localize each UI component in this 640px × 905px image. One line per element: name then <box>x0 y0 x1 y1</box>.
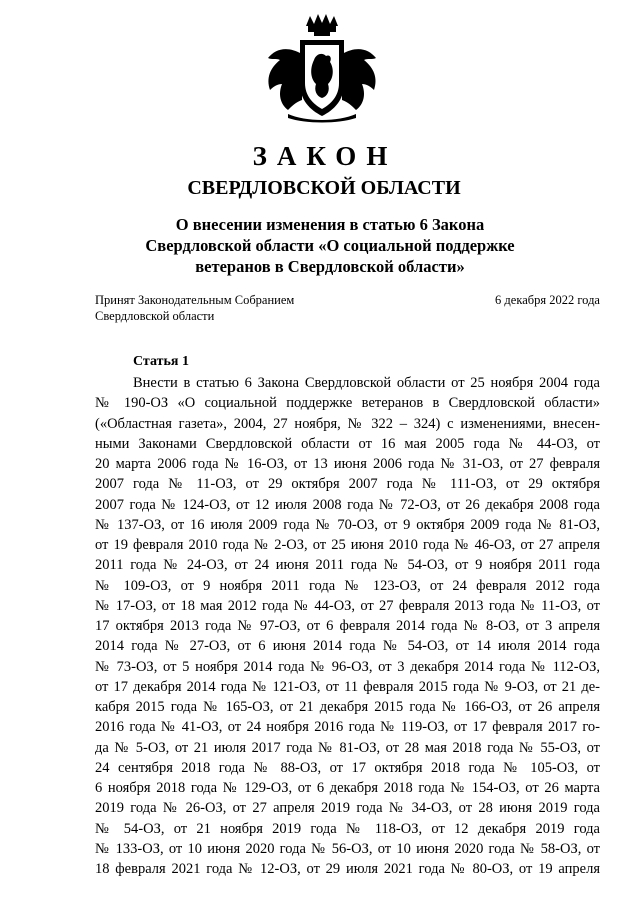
article-line: да № 5-ОЗ, от 21 июля 2017 года № 81-ОЗ, от 28 мая 2018 года № 55-ОЗ, от <box>95 739 600 756</box>
adoption-body <box>95 292 294 324</box>
coat-of-arms-icon <box>258 14 386 124</box>
article-line: № 190-ОЗ «О социальной поддержке ветеранов в Свердловской области» <box>95 395 600 412</box>
article-line: кабря 2015 года № 165-ОЗ, от 21 декабря 2015 года № 166-ОЗ, от 26 апреля <box>95 699 600 715</box>
article-line: 2007 года № 124-ОЗ, от 12 июля 2008 года № 72-ОЗ, от 26 декабря 2008 года <box>95 496 600 513</box>
article-line: № 133-ОЗ, от 10 июня 2020 года № 56-ОЗ, от 10 июня 2020 года № 58-ОЗ, от <box>95 840 600 857</box>
article-line: Внести в статью 6 Закона Свердловской области от 25 ноября 2004 года <box>133 375 600 391</box>
article-line: 2019 года № 26-ОЗ, от 27 апреля 2019 года № 34-ОЗ, от 28 июня 2019 года <box>95 800 600 817</box>
article-line: 17 октября 2013 года № 97-ОЗ, от 6 февраля 2014 года № 8-ОЗ, от 3 апреля <box>95 618 600 634</box>
article-line: 20 марта 2006 года № 16-ОЗ, от 13 июня 2006 года № 31-ОЗ, от 27 февраля <box>95 456 600 472</box>
article-line: № 54-ОЗ, от 21 ноября 2019 года № 118-ОЗ, от 12 декабря 2019 года <box>95 820 600 837</box>
article-line: № 109-ОЗ, от 9 ноября 2011 года № 123-ОЗ, от 24 февраля 2012 года <box>95 577 600 594</box>
article-line: от 19 февраля 2010 года № 2-ОЗ, от 25 июня 2010 года № 46-ОЗ, от 27 апреля <box>95 537 600 553</box>
article-line: («Областная газета», 2004, 27 ноября, № 322 – 324) с изменениями, внесен- <box>95 415 600 432</box>
law-subject <box>100 214 560 277</box>
article-line: № 137-ОЗ, от 16 июля 2009 года № 70-ОЗ, от 9 октября 2009 года № 81-ОЗ, <box>95 516 600 533</box>
article-body <box>95 373 600 879</box>
crown-icon <box>306 14 338 36</box>
adoption-date: 6 декабря 2022 года <box>495 293 600 307</box>
adoption-body-line: Принят Законодательным Собранием <box>95 293 295 307</box>
article-line: № 73-ОЗ, от 5 ноября 2014 года № 96-ОЗ, от 3 декабря 2014 года № 112-ОЗ, <box>95 658 600 675</box>
left-supporter-icon <box>268 49 302 110</box>
law-subject-line: ветеранов в Свердловской области» <box>195 257 465 276</box>
article-line: 2007 года № 11-ОЗ, от 29 октября 2007 года № 111-ОЗ, от 29 октября <box>95 476 600 493</box>
law-region: СВЕРДЛОВСКОЙ ОБЛАСТИ <box>187 177 461 199</box>
law-title: ЗАКОН <box>252 141 398 171</box>
article-line: 6 ноября 2018 года № 129-ОЗ, от 6 декабря 2018 года № 154-ОЗ, от 26 марта <box>95 780 600 796</box>
article-line: 18 февраля 2021 года № 12-ОЗ, от 29 июля 2021 года № 80-ОЗ, от 19 апреля <box>95 861 600 877</box>
article-heading: Статья 1 <box>133 354 189 369</box>
article-line: 24 сентября 2018 года № 88-ОЗ, от 17 октября 2018 года № 105-ОЗ, от <box>95 759 600 776</box>
article-line: 2016 года № 41-ОЗ, от 24 ноября 2016 года № 119-ОЗ, от 17 февраля 2017 го- <box>95 719 600 736</box>
right-supporter-icon <box>342 49 376 110</box>
law-subject-line: Свердловской области «О социальной поддержке <box>145 236 515 255</box>
article-line: 2011 года № 24-ОЗ, от 24 июня 2011 года № 54-ОЗ, от 9 ноября 2011 года <box>95 557 600 574</box>
article-line: ными Законами Свердловской области от 16 мая 2005 года № 44-ОЗ, от <box>95 435 600 452</box>
article-line: 2014 года № 27-ОЗ, от 6 июня 2014 года № 54-ОЗ, от 14 июля 2014 года <box>95 638 600 655</box>
adoption-body-line: Свердловской области <box>95 309 215 323</box>
law-subject-line: О внесении изменения в статью 6 Закона <box>175 215 485 234</box>
article-line: № 17-ОЗ, от 18 мая 2012 года № 44-ОЗ, от 27 февраля 2013 года № 11-ОЗ, от <box>95 597 600 614</box>
article-line: от 17 декабря 2014 года № 121-ОЗ, от 11 февраля 2015 года № 9-ОЗ, от 21 де- <box>95 678 600 695</box>
